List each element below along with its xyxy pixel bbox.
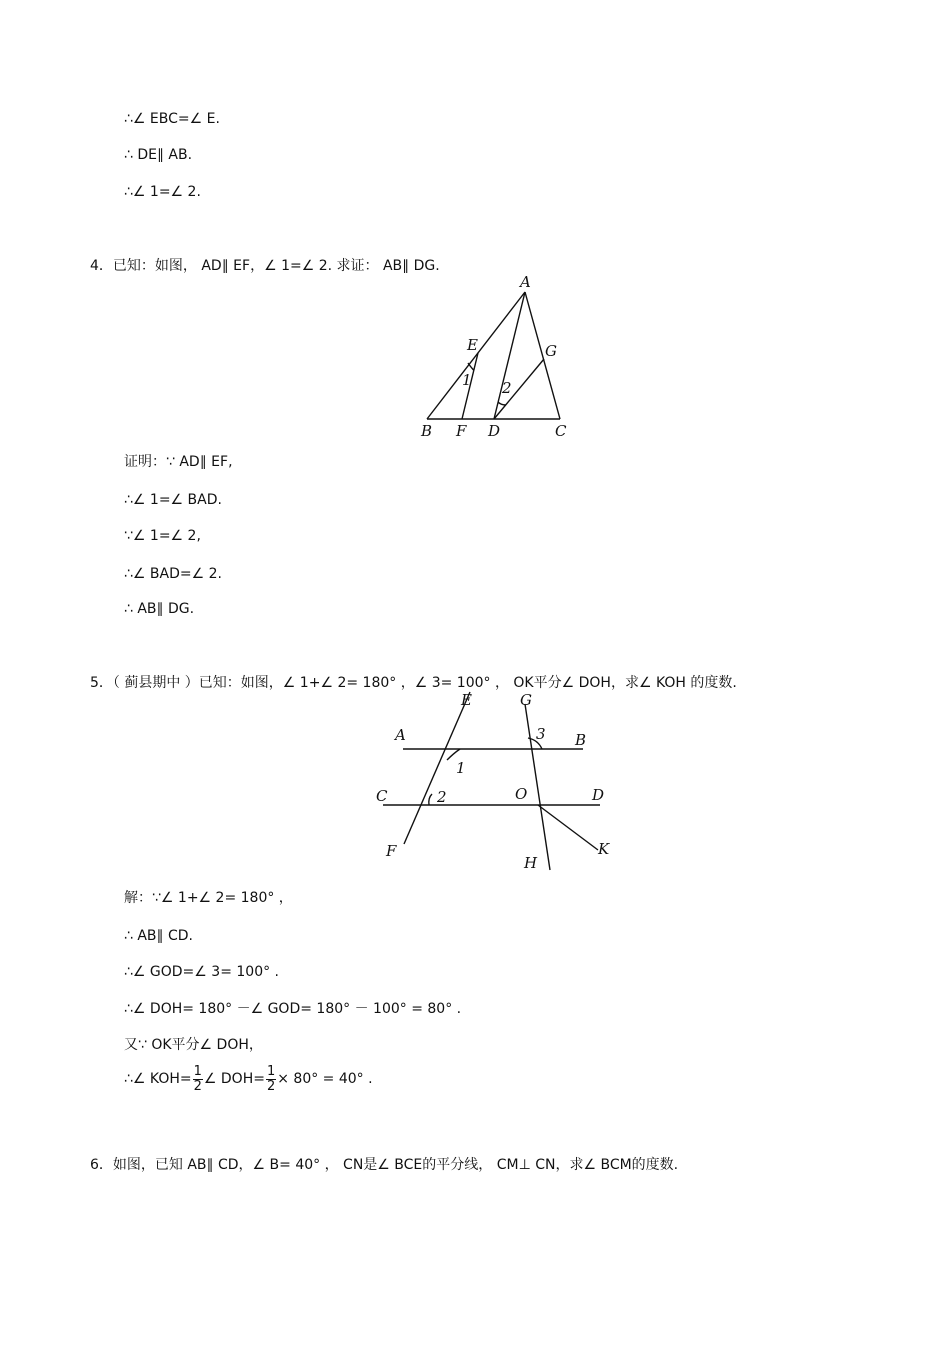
proof-line: ∴ AB∥ DG.	[124, 601, 195, 617]
label-b: B	[575, 731, 587, 749]
label-d: D	[488, 422, 501, 440]
proof-line: ∴∠ 1=∠ 2.	[124, 184, 201, 200]
solution-line: ∴ AB∥ CD.	[124, 928, 193, 944]
solution-line: ∴∠ DOH= 180° －∠ GOD= 180° － 100° = 80° .	[124, 1001, 462, 1017]
label-g: G	[520, 691, 532, 709]
label-a: A	[520, 273, 531, 291]
solution-line: ∴∠ GOD=∠ 3= 100° .	[124, 964, 279, 980]
label-o: O	[515, 785, 528, 803]
label-b: B	[421, 422, 433, 440]
label-f: F	[456, 422, 467, 440]
label-angle-2: 2	[437, 788, 447, 806]
fraction-one-half: $\frac{1}{2}$	[266, 1063, 276, 1094]
label-h: H	[524, 854, 538, 872]
final-prefix: ∴∠ KOH=	[124, 1071, 192, 1087]
label-angle-1: 1	[456, 759, 466, 777]
label-a: A	[395, 726, 406, 744]
problem-6-question: 6．如图，已知 AB∥ CD，∠ B= 40° ， CN是∠ BCE的平分线， CM⊥ CN，求∠ BCM的度数.	[90, 1157, 679, 1173]
label-f: F	[386, 842, 397, 860]
proof-line: ∴∠ EBC=∠ E.	[124, 111, 220, 127]
solution-line: 又∵ OK平分∠ DOH，	[124, 1037, 263, 1053]
proof-line: ∴ DE∥ AB.	[124, 147, 193, 163]
label-c: C	[376, 787, 388, 805]
problem-5-figure	[370, 688, 620, 878]
final-mid: ∠ DOH=	[203, 1071, 265, 1087]
label-angle-2: 2	[502, 379, 512, 397]
proof-line: ∴∠ 1=∠ BAD.	[124, 492, 222, 508]
proof-line: ∵∠ 1=∠ 2,	[124, 528, 201, 544]
label-c: C	[555, 422, 567, 440]
problem-4-figure	[415, 272, 575, 442]
label-d: D	[592, 786, 605, 804]
solution-final-line	[124, 1062, 373, 1096]
proof-line: ∴∠ BAD=∠ 2.	[124, 566, 222, 582]
final-suffix: × 80° = 40° .	[277, 1071, 373, 1087]
label-g: G	[545, 342, 557, 360]
label-angle-3: 3	[536, 725, 546, 743]
proof-line: 证明：∵ AD∥ EF,	[124, 454, 233, 470]
problem-4-question: 4．已知：如图， AD∥ EF，∠ 1=∠ 2. 求证： AB∥ DG.	[90, 258, 440, 274]
fraction-one-half: $\frac{1}{2}$	[193, 1063, 202, 1094]
label-k: K	[598, 840, 610, 858]
label-e: E	[467, 336, 478, 354]
label-angle-1: 1	[462, 371, 472, 389]
problem-5-question: 5．（ 蓟县期中 ）已知：如图，∠ 1+∠ 2= 180° ，∠ 3= 100° ， OK平分∠ DOH，求∠ KOH 的度数.	[90, 675, 737, 691]
solution-line: 解：∵∠ 1+∠ 2= 180° ，	[124, 890, 293, 906]
label-e: E	[461, 691, 472, 709]
